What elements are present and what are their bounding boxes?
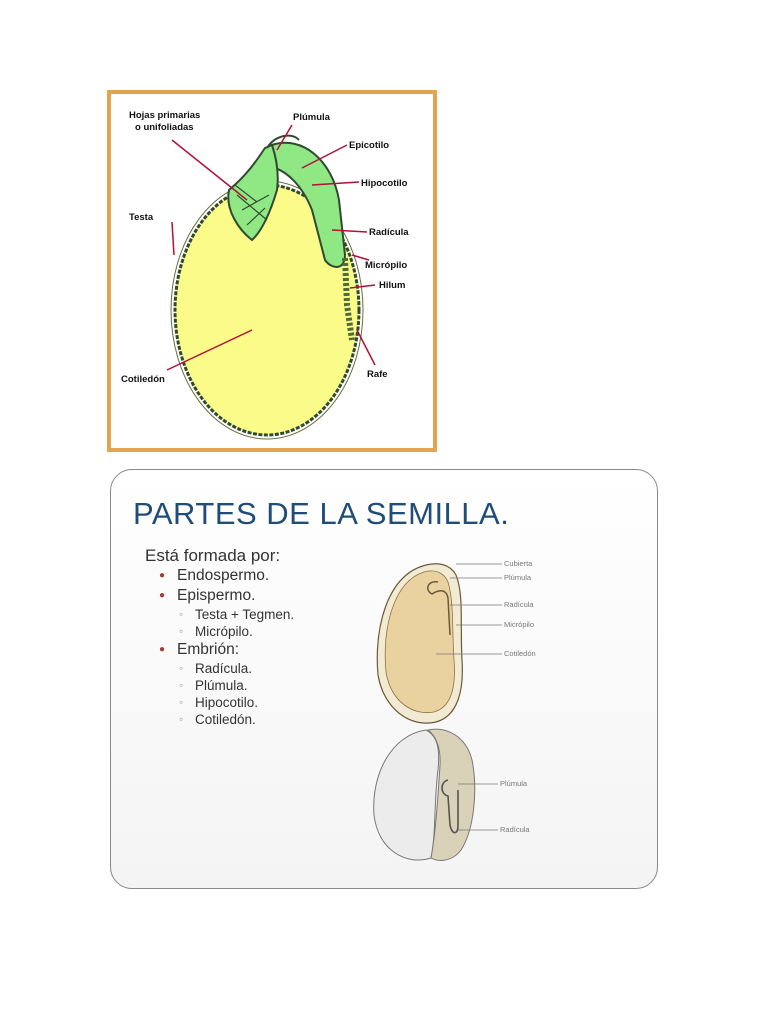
label-plumula-top: Plúmula [504,573,532,582]
label-hilum: Hilum [379,280,406,291]
label-cotiledon-slide: Cotiledón [504,649,536,658]
sub-list-item: ◦ Radícula. [177,660,294,677]
label-hipocotilo: Hipocotilo [361,178,408,189]
list-item [157,566,294,586]
bean-open-left [374,730,439,860]
slide-intro: Está formada por: [145,546,281,565]
sub-list [177,606,294,640]
label-cubierta: Cubierta [504,559,533,568]
seed-cross-section-diagram [107,90,437,452]
list-item-label: Endospermo. [177,567,270,584]
list-item [157,640,294,728]
sub-list-item: ◦ Cotiledón. [177,711,294,728]
sub-list-item: ◦ Hipocotilo. [177,694,294,711]
label-rafe: Rafe [367,369,388,380]
label-epicotilo: Epicotilo [349,140,390,151]
label-micropilo: Micrópilo [365,260,408,271]
parts-list [157,566,294,728]
bean-diagram [366,550,566,875]
sub-list [177,660,294,728]
slide-panel [110,469,658,889]
label-hojas-primarias: Hojas primarias [129,110,201,121]
list-item-label: Epispermo. [177,587,256,604]
label-cotiledon: Cotiledón [121,374,165,385]
slide-title: PARTES DE LA SEMILLA. [133,496,510,531]
sub-list-item: ◦ Plúmula. [177,677,294,694]
label-plumula: Plúmula [293,112,330,123]
label-radicula: Radícula [369,227,409,238]
label-micropilo: Micrópilo [504,620,535,629]
label-radicula-bottom: Radícula [500,825,530,834]
list-item [157,586,294,640]
sub-list-item: ◦ Testa + Tegmen. [177,606,294,623]
label-unifoliadas: o unifoliadas [135,122,194,133]
list-item-label: Embrión: [177,641,240,658]
label-plumula-bottom: Plúmula [500,779,528,788]
label-radicula-top: Radícula [504,600,534,609]
sub-list-item: ◦ Micrópilo. [177,623,294,640]
label-testa: Testa [129,212,154,223]
